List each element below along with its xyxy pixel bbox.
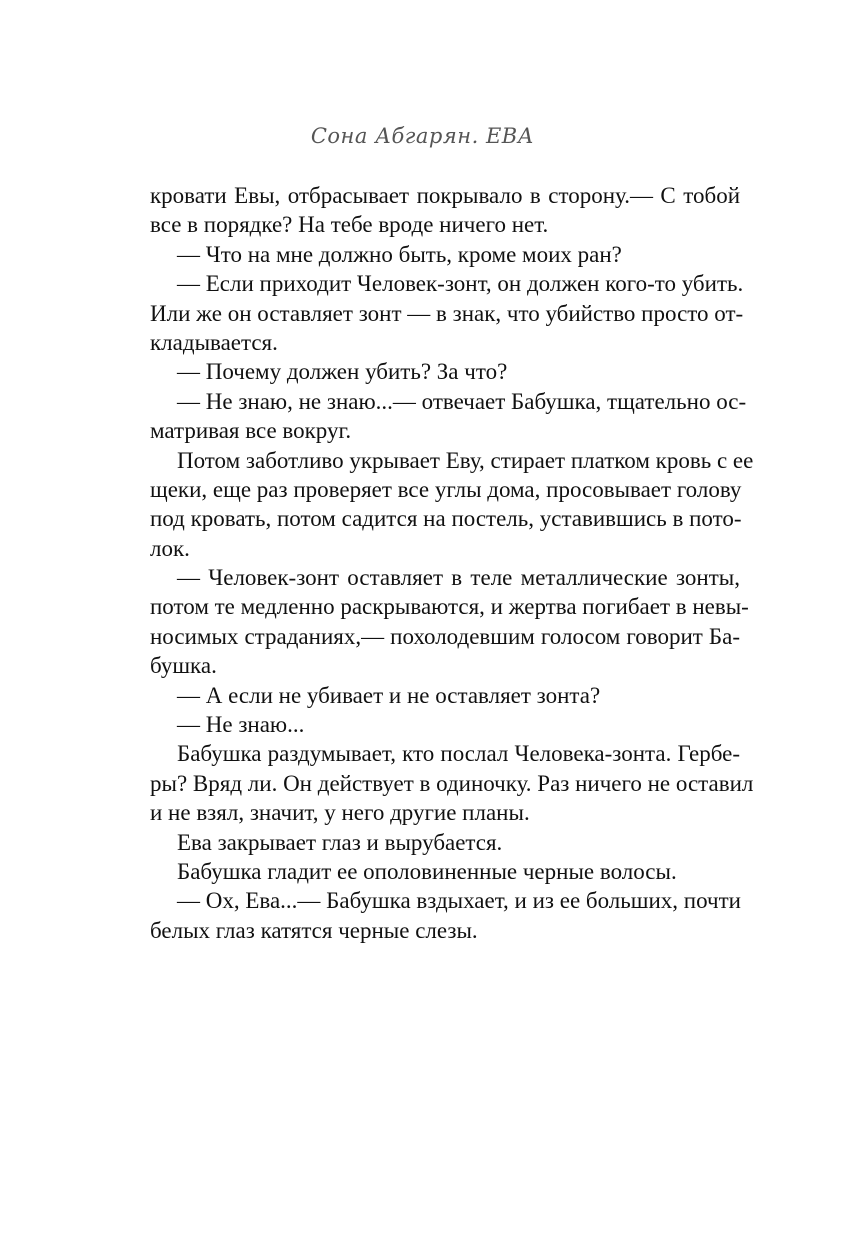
- text-line: Бабушка гладит ее ополовиненные черные волосы.: [177, 858, 677, 884]
- text-line: Ева закрывает глаз и вырубается.: [177, 829, 503, 855]
- text-line: потом те медленно раскрываются, и жертва погибает в невы-: [150, 594, 749, 620]
- running-head: Сона Абгарян. ЕВА: [310, 124, 535, 148]
- text-line: — Что на мне должно быть, кроме моих ран?: [177, 241, 622, 267]
- text-line: лок.: [150, 535, 190, 561]
- text-line: кровати Евы, отбрасывает покрывало в сторону.— С тобой: [150, 183, 740, 208]
- text-line: кладывается.: [150, 329, 278, 355]
- text-line: белых глаз катятся черные слезы.: [150, 917, 478, 943]
- text-line: бушка.: [150, 653, 217, 679]
- text-line: все в порядке? На тебе вроде ничего нет.: [150, 212, 549, 238]
- text-line: под кровать, потом садится на постель, уставившись в пото-: [150, 506, 742, 532]
- text-line: — Не знаю...: [177, 712, 305, 738]
- text-line: носимых страданиях,— похолодевшим голосом говорит Ба-: [150, 623, 740, 649]
- text-line: — Если приходит Человек-зонт, он должен кого-то убить.: [177, 271, 744, 297]
- text-line: матривая все вокруг.: [150, 418, 352, 444]
- text-line: — Человек-зонт оставляет в теле металлические зонты,: [177, 565, 740, 591]
- text-line: Или же он оставляет зонт — в знак, что убийство просто от-: [150, 300, 744, 326]
- text-line: Бабушка раздумывает, кто послал Человека-зонта. Гербе-: [177, 741, 740, 767]
- text-line: ры? Вряд ли. Он действует в одиночку. Раз ничего не оставил: [150, 770, 754, 796]
- text-line: — А если не убивает и не оставляет зонта?: [177, 682, 601, 708]
- text-line: и не взял, значит, у него другие планы.: [150, 800, 530, 826]
- text-line: — Не знаю, не знаю...— отвечает Бабушка, тщательно ос-: [177, 388, 747, 414]
- body-text: [150, 181, 754, 945]
- text-line: — Ох, Ева...— Бабушка вздыхает, и из ее больших, почти: [177, 888, 741, 914]
- text-line: Потом заботливо укрывает Еву, стирает платком кровь с ее: [177, 447, 754, 473]
- text-line: — Почему должен убить? За что?: [177, 359, 508, 385]
- text-line: щеки, еще раз проверяет все углы дома, просовывает голову: [150, 476, 742, 502]
